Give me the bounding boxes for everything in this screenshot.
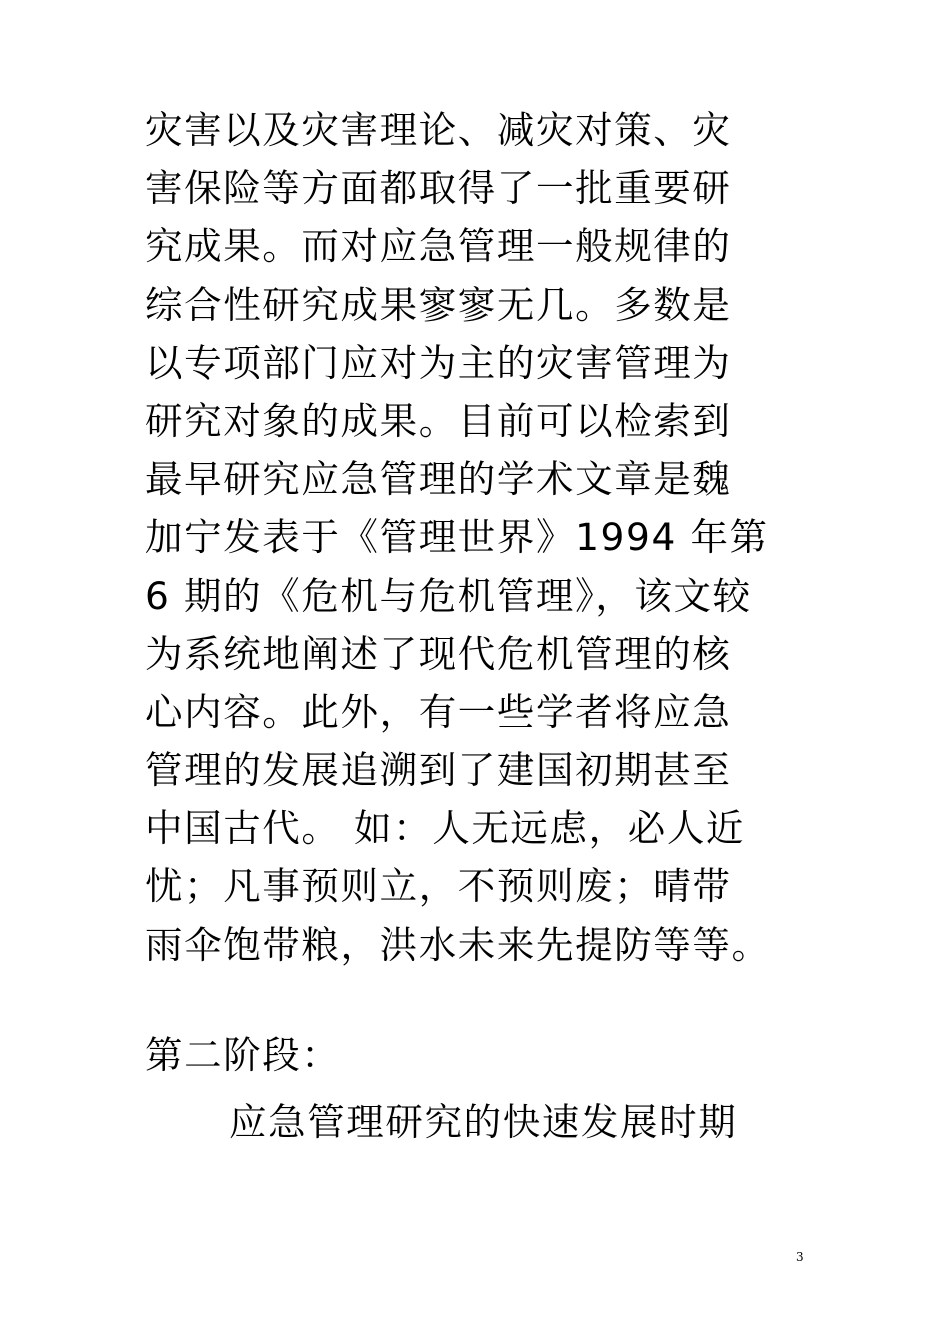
body-paragraph xyxy=(145,101,810,974)
paragraph-line: 加宁发表于《管理世界》1994 年第 xyxy=(145,515,769,560)
paragraph-line: 管理的发展追溯到了建国初期甚至 xyxy=(145,748,732,793)
paragraph-line: 为系统地阐述了现代危机管理的核 xyxy=(145,631,732,676)
paragraph-line: 灾害以及灾害理论、减灾对策、灾 xyxy=(145,108,732,152)
paragraph-line: 心内容。此外，有一些学者将应急 xyxy=(145,689,732,734)
paragraph-line: 害保险等方面都取得了一批重要研 xyxy=(145,166,732,211)
paragraph-line: 以专项部门应对为主的灾害管理为 xyxy=(145,340,732,385)
paragraph-line: 究成果。而对应急管理一般规律的 xyxy=(145,224,732,269)
section-label: 第二阶段： xyxy=(145,1033,341,1077)
section-title: 应急管理研究的快速发展时期 xyxy=(229,1100,738,1144)
paragraph-line: 综合性研究成果寥寥无几。多数是 xyxy=(145,282,732,327)
paragraph-line: 最早研究应急管理的学术文章是魏 xyxy=(145,457,732,502)
paragraph-line: 6 期的《危机与危机管理》，该文较 xyxy=(145,573,752,618)
page-number: 3 xyxy=(796,1250,804,1264)
paragraph-line: 研究对象的成果。目前可以检索到 xyxy=(145,398,732,443)
paragraph-line: 雨伞饱带粮，洪水未来先提防等等。 xyxy=(145,922,771,967)
paragraph-line: 中国古代。 如：人无远虑，必人近 xyxy=(145,806,746,851)
paragraph-line: 忧；凡事预则立，不预则废；晴带 xyxy=(145,864,732,909)
